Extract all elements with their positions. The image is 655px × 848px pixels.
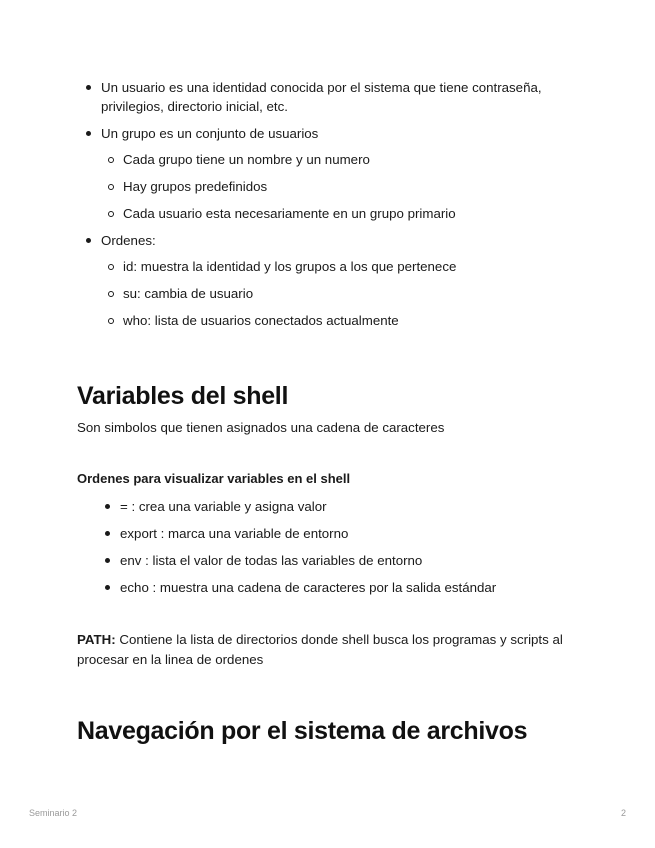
list-item-text: Ordenes: [101, 233, 156, 248]
path-text: Contiene la lista de directorios donde shell busca los programas y scripts al procesar en la linea de ordenes [77, 632, 563, 667]
path-label: PATH: [77, 632, 116, 647]
list-item [77, 124, 577, 223]
sublist-item: id: muestra la identidad y los grupos a los que pertenece [101, 257, 577, 276]
footer-doc-name: Seminario 2 [29, 808, 78, 818]
footer-page-number: 2 [620, 808, 626, 818]
section-intro: Son simbolos que tienen asignados una cadena de caracteres [77, 420, 445, 435]
sublist-item: Hay grupos predefinidos [101, 177, 577, 196]
list-item-text: Un usuario es una identidad conocida por el sistema que tiene contraseña, privilegios, directorio inicial, etc. [101, 80, 542, 114]
sublist-item: su: cambia de usuario [101, 284, 577, 303]
subheading: Ordenes para visualizar variables en el shell [77, 471, 351, 486]
command-item: env : lista el valor de todas las variables de entorno [98, 551, 578, 570]
sublist-item: who: lista de usuarios conectados actualmente [101, 311, 577, 330]
list-item [77, 231, 577, 330]
list-item-text: Un grupo es un conjunto de usuarios [101, 126, 319, 141]
section-heading-variables: Variables del shell [77, 382, 289, 410]
command-item: export : marca una variable de entorno [98, 524, 578, 543]
command-item: = : crea una variable y asigna valor [98, 497, 578, 516]
sublist-item: Cada usuario esta necesariamente en un grupo primario [101, 204, 577, 223]
section-heading-navigation: Navegación por el sistema de archivos [77, 717, 528, 745]
variable-commands-list [98, 497, 578, 605]
path-paragraph [77, 630, 587, 670]
sublist-item: Cada grupo tiene un nombre y un numero [101, 150, 577, 169]
groups-sublist [101, 150, 577, 223]
users-groups-list [77, 78, 577, 338]
commands-sublist [101, 257, 577, 330]
command-item: echo : muestra una cadena de caracteres por la salida estándar [98, 578, 578, 597]
list-item [77, 78, 577, 116]
